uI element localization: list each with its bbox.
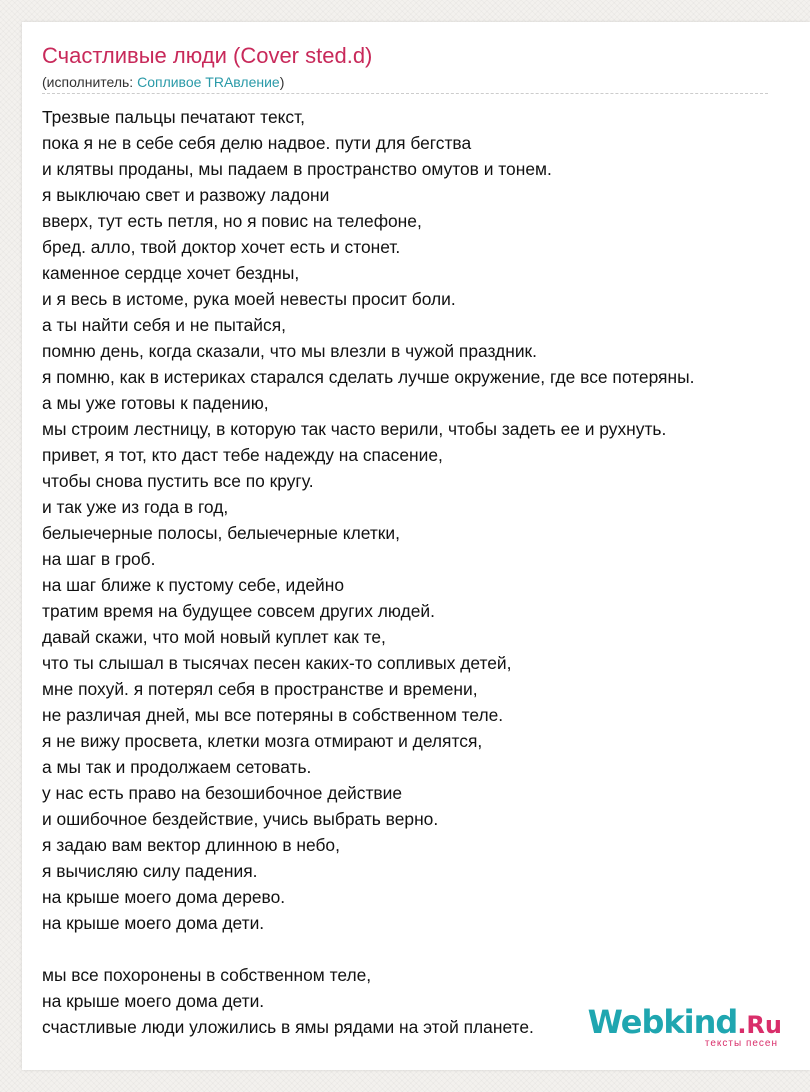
lyric-line: каменное сердце хочет бездны, bbox=[42, 263, 300, 283]
lyric-line: я задаю вам вектор длинною в небо, bbox=[42, 835, 340, 855]
lyric-line: привет, я тот, кто даст тебе надежду на спасение, bbox=[42, 445, 443, 465]
song-title: Счастливые люди (Cover sted.d) bbox=[42, 43, 373, 68]
lyric-line: и клятвы проданы, мы падаем в пространство омутов и тонем. bbox=[42, 159, 552, 179]
lyric-line: давай скажи, что мой новый куплет как те, bbox=[42, 627, 386, 647]
lyric-line: не различая дней, мы все потеряны в собственном теле. bbox=[42, 705, 504, 725]
lyrics-card bbox=[22, 22, 810, 1070]
lyric-line: у нас есть право на безошибочное действие bbox=[42, 783, 403, 803]
logo-tld-text: .Ru bbox=[737, 1011, 782, 1039]
lyric-line: помню день, когда сказали, что мы влезли в чужой праздник. bbox=[42, 341, 537, 361]
lyric-line: на крыше моего дома дети. bbox=[42, 913, 265, 933]
lyric-line: я помню, как в истериках старался сделать лучше окружение, где все потеряны. bbox=[42, 367, 695, 387]
lyric-line: и я весь в истоме, рука моей невесты просит боли. bbox=[42, 289, 456, 309]
lyric-line: и так уже из года в год, bbox=[42, 497, 229, 517]
artist-link[interactable]: Сопливое TRAвление bbox=[137, 74, 280, 90]
lyric-line: на крыше моего дома дети. bbox=[42, 991, 265, 1011]
lyric-line: а ты найти себя и не пытайся, bbox=[42, 315, 286, 335]
logo-main-text: Webkind bbox=[587, 1003, 738, 1041]
lyrics-text bbox=[42, 104, 808, 1066]
artist-suffix: ) bbox=[279, 74, 285, 90]
artist-prefix: (исполнитель: bbox=[42, 74, 138, 90]
lyric-line: а мы уже готовы к падению, bbox=[42, 393, 269, 413]
artist-line bbox=[42, 73, 284, 91]
lyric-line: тратим время на будущее совсем других людей. bbox=[42, 601, 435, 621]
lyric-line: счастливые люди уложились в ямы рядами на этой планете. bbox=[42, 1017, 534, 1037]
lyric-line: на шаг ближе к пустому себе, идейно bbox=[42, 575, 345, 595]
lyrics-stanza bbox=[42, 104, 808, 936]
lyric-line: пока я не в себе себя делю надвое. пути для бегства bbox=[42, 133, 472, 153]
lyric-line: мы все похоронены в собственном теле, bbox=[42, 965, 372, 985]
lyric-line: на крыше моего дома дерево. bbox=[42, 887, 286, 907]
lyric-line: а мы так и продолжаем сетовать. bbox=[42, 757, 312, 777]
lyric-line: что ты слышал в тысячах песен каких-то сопливых детей, bbox=[42, 653, 512, 673]
lyric-line: вверх, тут есть петля, но я повис на телефоне, bbox=[42, 211, 422, 231]
lyric-line: Трезвые пальцы печатают текст, bbox=[42, 107, 305, 127]
lyric-line: чтобы снова пустить все по кругу. bbox=[42, 471, 314, 491]
lyric-line: бред. алло, твой доктор хочет есть и стонет. bbox=[42, 237, 401, 257]
lyric-line: я вычисляю силу падения. bbox=[42, 861, 258, 881]
webkind-logo bbox=[587, 1003, 782, 1050]
lyric-line: на шаг в гроб. bbox=[42, 549, 156, 569]
lyric-line: мне похуй. я потерял себя в пространстве и времени, bbox=[42, 679, 478, 699]
lyric-line: белыечерные полосы, белыечерные клетки, bbox=[42, 523, 400, 543]
lyric-line: я не вижу просвета, клетки мозга отмирают и делятся, bbox=[42, 731, 483, 751]
logo-subtitle: тексты песен bbox=[704, 1038, 778, 1049]
lyric-line: я выключаю свет и развожу ладони bbox=[42, 185, 330, 205]
lyric-line: и ошибочное бездействие, учись выбрать верно. bbox=[42, 809, 439, 829]
lyric-line: мы строим лестницу, в которую так часто верили, чтобы задеть ее и рухнуть. bbox=[42, 419, 667, 439]
title-divider bbox=[42, 93, 768, 94]
